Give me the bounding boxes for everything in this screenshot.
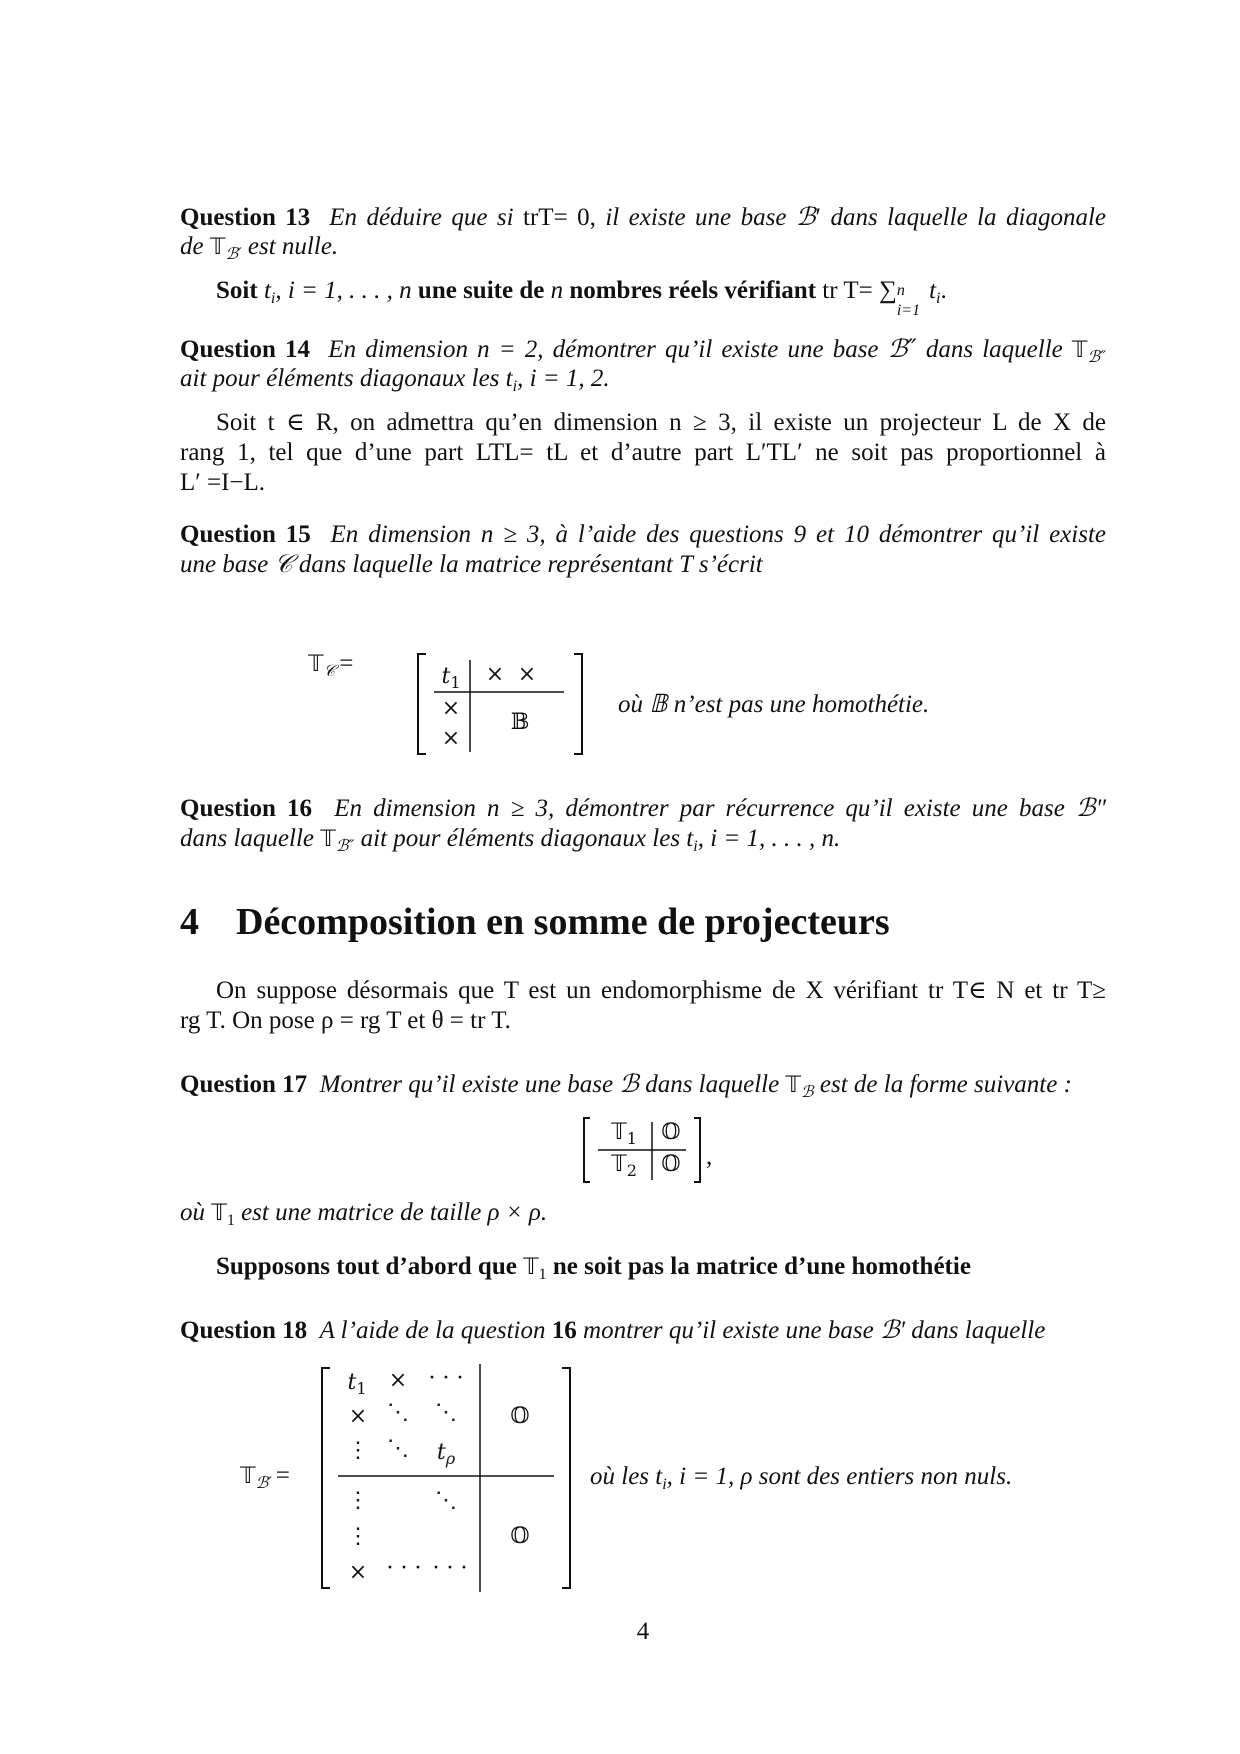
matrix-tb-cdots: · · · xyxy=(386,1556,422,1581)
suppose-statement: Supposons tout d’abord que 𝕋$_1$ ne soit pas la matrice d’une homothétie xyxy=(216,1253,971,1283)
matrix-tb-x: × xyxy=(348,1404,368,1429)
matrix-tc-lhs: 𝕋𝒞 = xyxy=(308,650,354,680)
document-page xyxy=(180,0,1106,1754)
matrix-tb-t1: $t_1$ xyxy=(347,1370,367,1398)
section-heading: 4 Décomposition en somme de projecteurs xyxy=(180,901,890,943)
projector-paragraph-line2: rang 1, tel que d’une part LTL= tL et d’autre part L′TL′ ne soit pas proportionnel à xyxy=(180,439,1106,466)
matrix-tb-vdots: ⋮ xyxy=(347,1488,369,1513)
matrix-tb-ddots: ⋱ xyxy=(435,1400,457,1425)
projector-paragraph-line1: Soit t ∈ R, on admettra qu’en dimension n ≥ 3, il existe un projecteur L de X de xyxy=(216,409,1106,436)
question-15-line2: une base 𝒞 dans laquelle la matrice représentant T s’écrit xyxy=(180,551,763,578)
question-13-line2: de 𝕋$_{ℬ'}$ est nulle. xyxy=(180,233,339,263)
matrix-tc-x: × xyxy=(517,662,537,687)
matrix-tb-o: 𝕆 xyxy=(510,1404,530,1429)
matrix-tc-x: × xyxy=(441,696,461,721)
matrix-tb-ddots: ⋱ xyxy=(435,1488,457,1513)
block-o: 𝕆 xyxy=(661,1120,681,1145)
matrix-tb xyxy=(320,1364,572,1592)
matrix-tb-ddots: ⋱ xyxy=(387,1436,409,1461)
matrix-tb-cdots: · · · xyxy=(428,1366,464,1391)
matrix-tb-vdots: ⋮ xyxy=(347,1438,369,1463)
question-14: Question 14 En dimension n = 2, démontrer qu’il existe une base ℬ″ dans laquelle 𝕋$_{ℬ''}$ xyxy=(180,334,1107,366)
matrix-tb-trho: $t_\rho$ xyxy=(436,1440,456,1468)
question-17-after: où 𝕋$_1$ est une matrice de taille ρ × ρ. xyxy=(180,1199,548,1229)
intro-line1: On suppose désormais que T est un endomorphisme de X vérifiant tr T∈ N et tr T≥ xyxy=(216,977,1106,1004)
matrix-tc-x: × xyxy=(441,726,461,751)
block-t1: 𝕋$_1$ xyxy=(611,1120,637,1148)
matrix-tb-lhs: 𝕋ℬ′ = xyxy=(240,1462,290,1492)
question-15: Question 15 En dimension n ≥ 3, à l’aide des questions 9 et 10 démontrer qu’il existe xyxy=(180,521,1106,548)
matrix-tc-x: × xyxy=(485,662,505,687)
block-matrix-comma: , xyxy=(706,1143,713,1170)
matrix-tb-x: × xyxy=(388,1368,408,1393)
matrix-tc xyxy=(416,652,584,756)
matrix-tb-cdots: · · · xyxy=(432,1556,468,1581)
question-17: Question 17 Montrer qu’il existe une base ℬ dans laquelle 𝕋$_ℬ$ est de la forme suivante : xyxy=(180,1071,1072,1101)
question-16-line2: dans laquelle 𝕋$_{ℬ''}$ ait pour éléments diagonaux les $t_i$, i = 1, . . . , n. xyxy=(180,825,841,855)
intro-line2: rg T. On pose ρ = rg T et θ = tr T. xyxy=(180,1007,511,1034)
block-matrix xyxy=(582,1116,702,1184)
matrix-tb-ddots: ⋱ xyxy=(387,1400,409,1425)
matrix-tc-note: où 𝔹 n’est pas une homothétie. xyxy=(618,691,930,718)
question-18: Question 18 A l’aide de la question 16 montrer qu’il existe une base ℬ′ dans laquelle xyxy=(180,1317,1046,1344)
matrix-tb-note: où les $t_i$, i = 1, ρ sont des entiers non nuls. xyxy=(590,1463,1013,1493)
block-o: 𝕆 xyxy=(661,1152,681,1177)
matrix-tb-o: 𝕆 xyxy=(510,1524,530,1549)
matrix-tc-bb: 𝔹 xyxy=(510,710,530,735)
question-16: Question 16 En dimension n ≥ 3, démontrer par récurrence qu’il existe une base ℬ″ xyxy=(180,795,1107,822)
matrix-tc-t1: $t_1$ xyxy=(441,664,461,692)
block-t2: 𝕋$_2$ xyxy=(611,1152,637,1180)
question-13: Question 13 En déduire que si trT= 0, il existe une base ℬ′ dans laquelle la diagonale xyxy=(180,202,1106,231)
projector-paragraph-line3: L′ =I−L. xyxy=(180,469,266,496)
matrix-tb-x: × xyxy=(348,1560,368,1585)
matrix-tb-vdots: ⋮ xyxy=(347,1524,369,1549)
page-number: 4 xyxy=(636,1618,650,1645)
question-14-line2: ait pour éléments diagonaux les $t_i$, i = 1, 2. xyxy=(180,365,610,395)
soit-ti-statement: Soit $t_i$, i = 1, . . . , n une suite de n nombres réels vérifiant tr T= ∑ n i=1 $t_i$. xyxy=(216,277,947,319)
